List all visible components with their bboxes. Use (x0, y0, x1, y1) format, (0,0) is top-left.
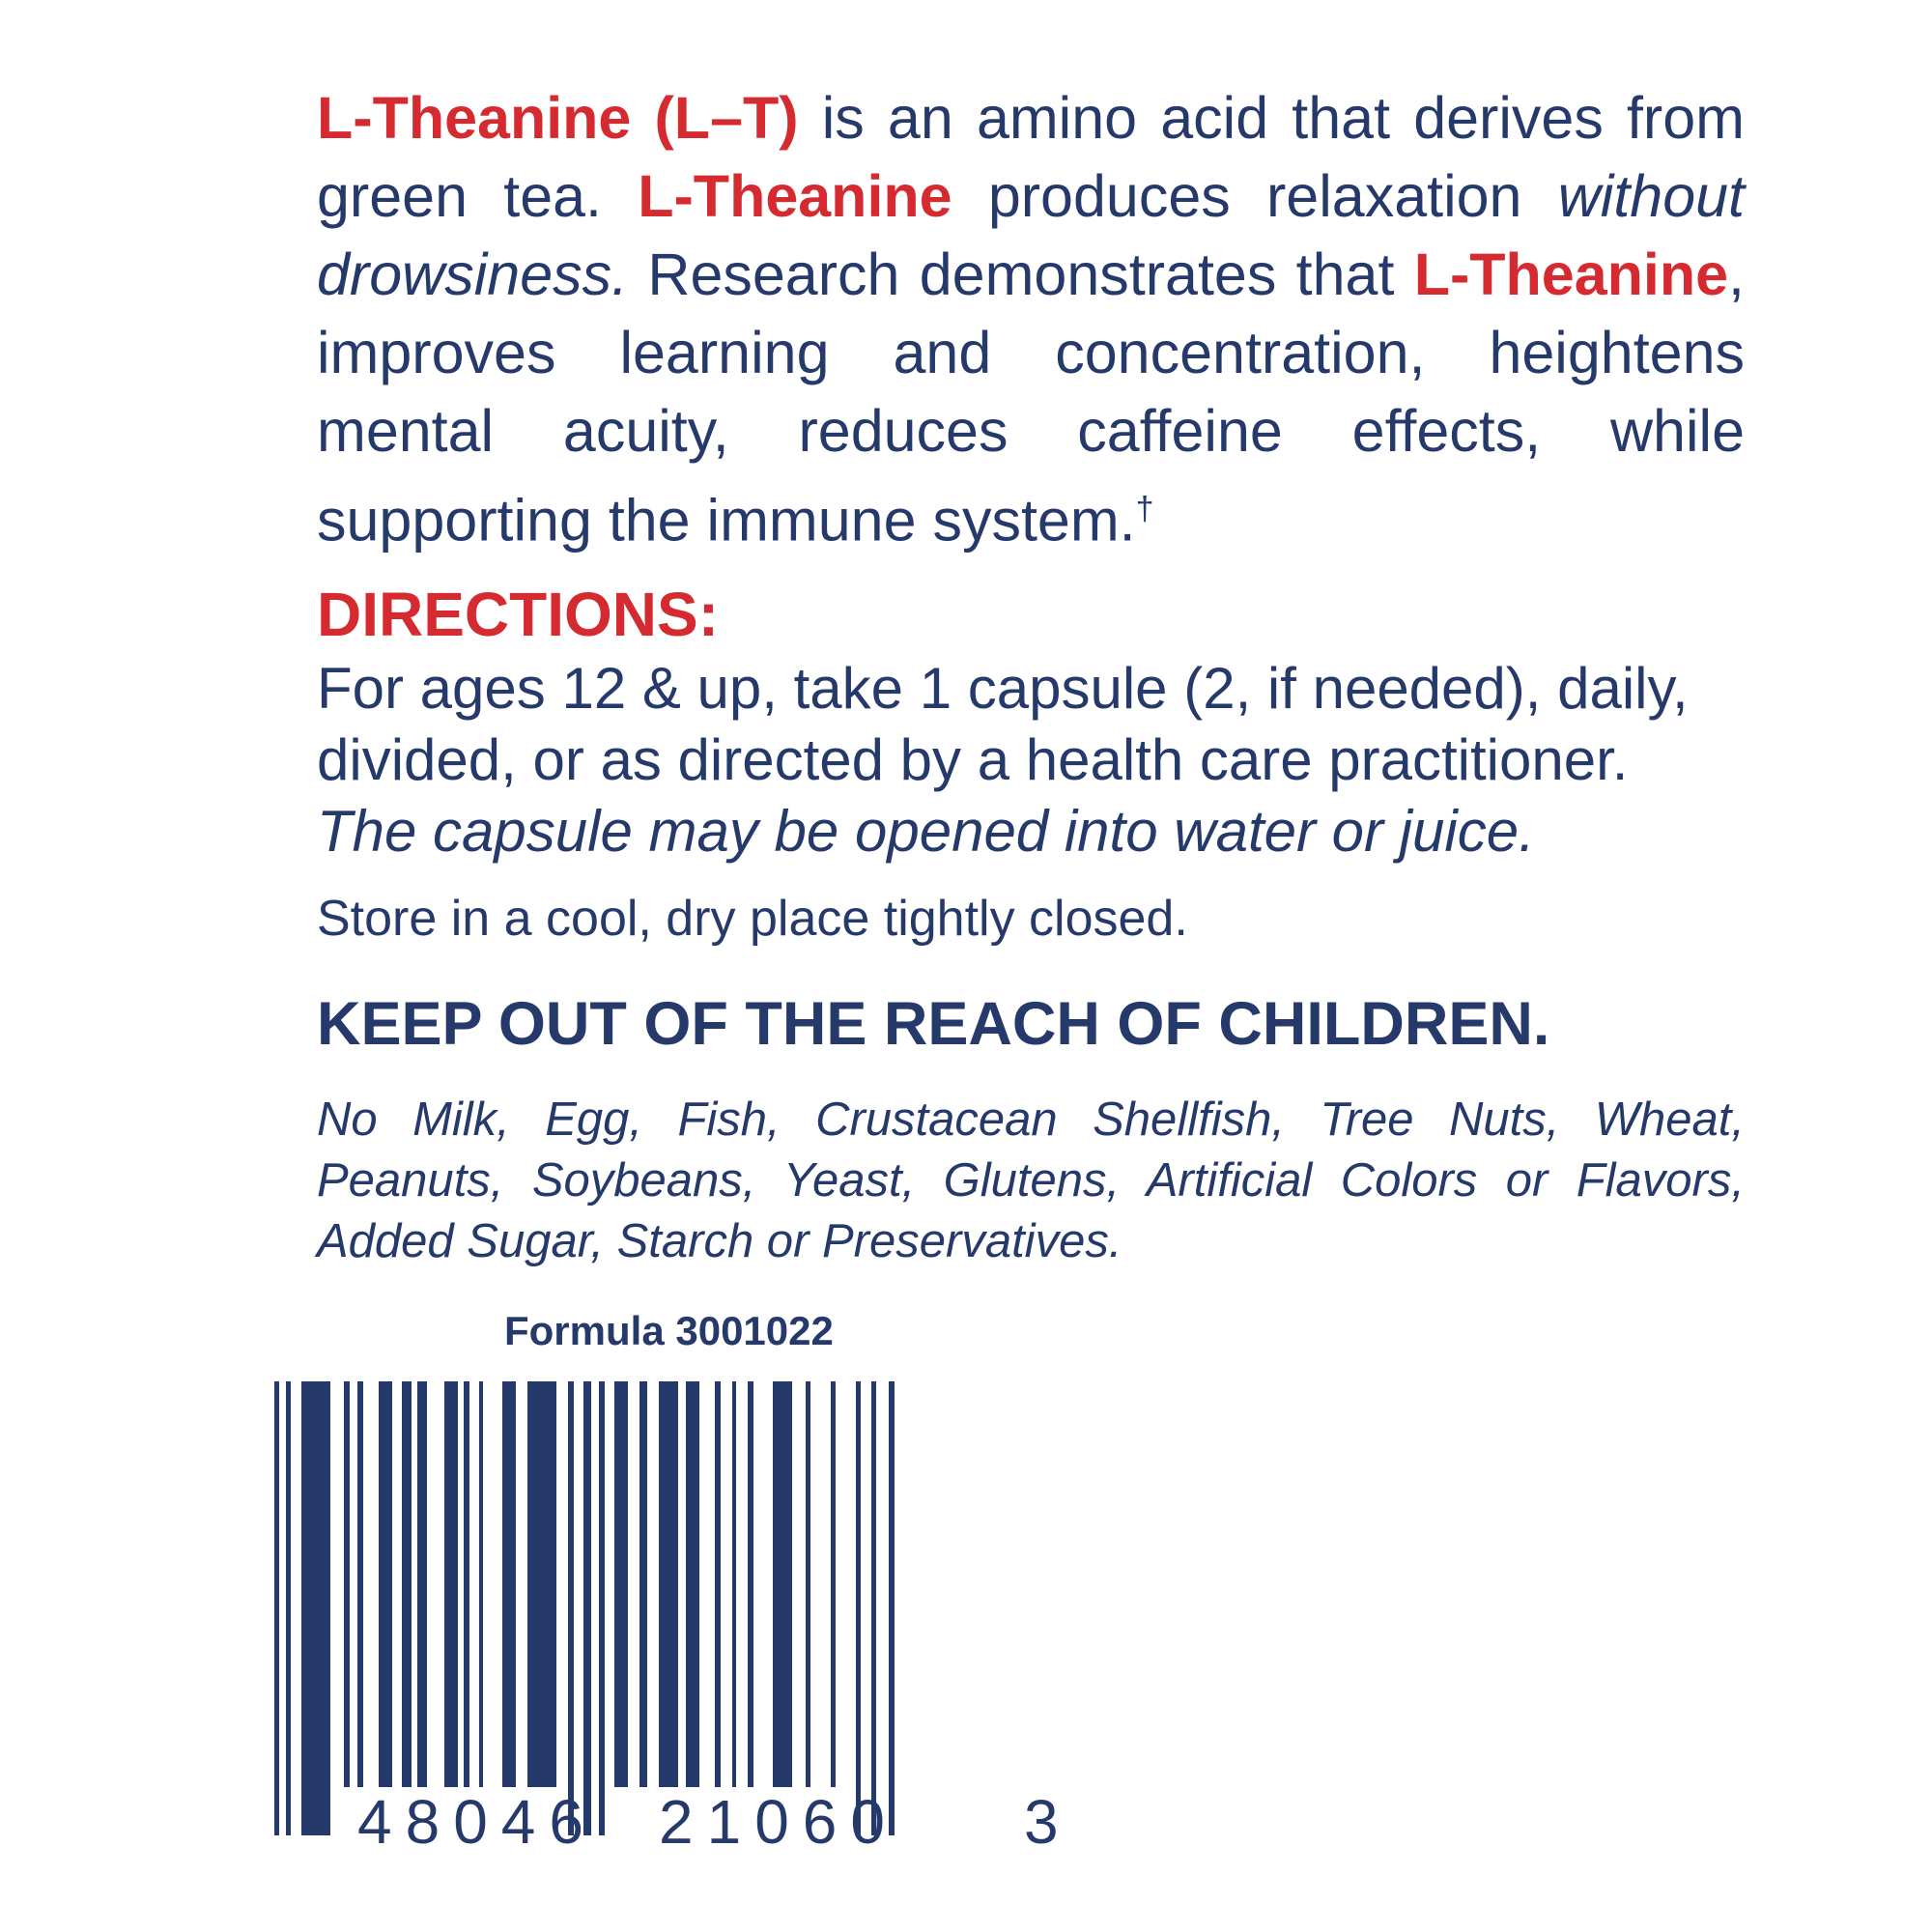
barcode-bar (402, 1381, 412, 1787)
barcode-bar (301, 1381, 330, 1835)
directions-heading: DIRECTIONS: (317, 580, 719, 649)
description-text: produces relaxation (952, 163, 1558, 229)
barcode-bar (715, 1381, 721, 1787)
barcode-bar (379, 1381, 392, 1787)
directions-text: For ages 12 & up, take 1 capsule (2, if needed), daily, divided, or as directed by a health care practitioner. (317, 656, 1689, 792)
storage-instructions: Store in a cool, dry place tightly closed. (317, 891, 1188, 947)
barcode-bar (286, 1381, 291, 1835)
description-text: Research demonstrates that (628, 242, 1414, 307)
dagger-mark: † (1135, 491, 1154, 527)
barcode-bar (686, 1381, 699, 1787)
barcode (261, 1381, 1072, 1864)
barcode-bar (502, 1381, 516, 1787)
barcode-bar (831, 1381, 836, 1787)
allergen-statement: No Milk, Egg, Fish, Crustacean Shellfish, Tree Nuts, Wheat, Peanuts, Soybeans, Yeast, Glutens, Artificial Colors or Flavors, Added Sugar, Starch or Preservatives. (317, 1094, 1745, 1267)
barcode-bar (479, 1381, 483, 1787)
barcode-bar (344, 1381, 350, 1787)
barcode-bar (806, 1381, 810, 1787)
description-text: , improves learning and concentration, heightens mental acuity, reduces caffeine effects, while supporting the immune system. (317, 242, 1745, 554)
barcode-bar (464, 1381, 469, 1787)
barcode-bar (568, 1381, 574, 1835)
barcode-bar (599, 1381, 605, 1835)
barcode-bar (614, 1381, 628, 1787)
product-name: L-Theanine (1413, 242, 1729, 307)
barcode-bars (274, 1381, 895, 1835)
product-description (317, 79, 1745, 559)
barcode-bar (732, 1381, 736, 1787)
barcode-bar (639, 1381, 647, 1787)
barcode-bar (274, 1381, 279, 1835)
barcode-bar (889, 1381, 895, 1835)
barcode-check-digit: 3 (1024, 1787, 1059, 1857)
barcode-bar (444, 1381, 458, 1787)
barcode-bar (357, 1381, 363, 1787)
product-name: L-Theanine (638, 163, 952, 229)
barcode-bar (773, 1381, 792, 1787)
barcode-bar (527, 1381, 556, 1787)
description-text: is an amino acid that derives from green tea. (317, 85, 1745, 229)
barcode-bar (748, 1381, 753, 1787)
barcode-bar (417, 1381, 427, 1787)
child-warning: KEEP OUT OF THE REACH OF CHILDREN. (317, 990, 1550, 1058)
barcode-bar (871, 1381, 876, 1835)
barcode-digits-right: 21060 (659, 1787, 898, 1857)
barcode-bar (583, 1381, 591, 1835)
barcode-bar (856, 1381, 861, 1835)
barcode-digits-left: 48046 (357, 1787, 597, 1857)
directions-note: The capsule may be opened into water or juice. (317, 799, 1535, 864)
barcode-bar (659, 1381, 678, 1787)
product-name: L-Theanine (L–T) (317, 85, 799, 151)
formula-number: Formula 3001022 (504, 1308, 834, 1353)
description-emphasis: without drowsiness. (317, 163, 1745, 307)
directions-body (317, 653, 1745, 867)
